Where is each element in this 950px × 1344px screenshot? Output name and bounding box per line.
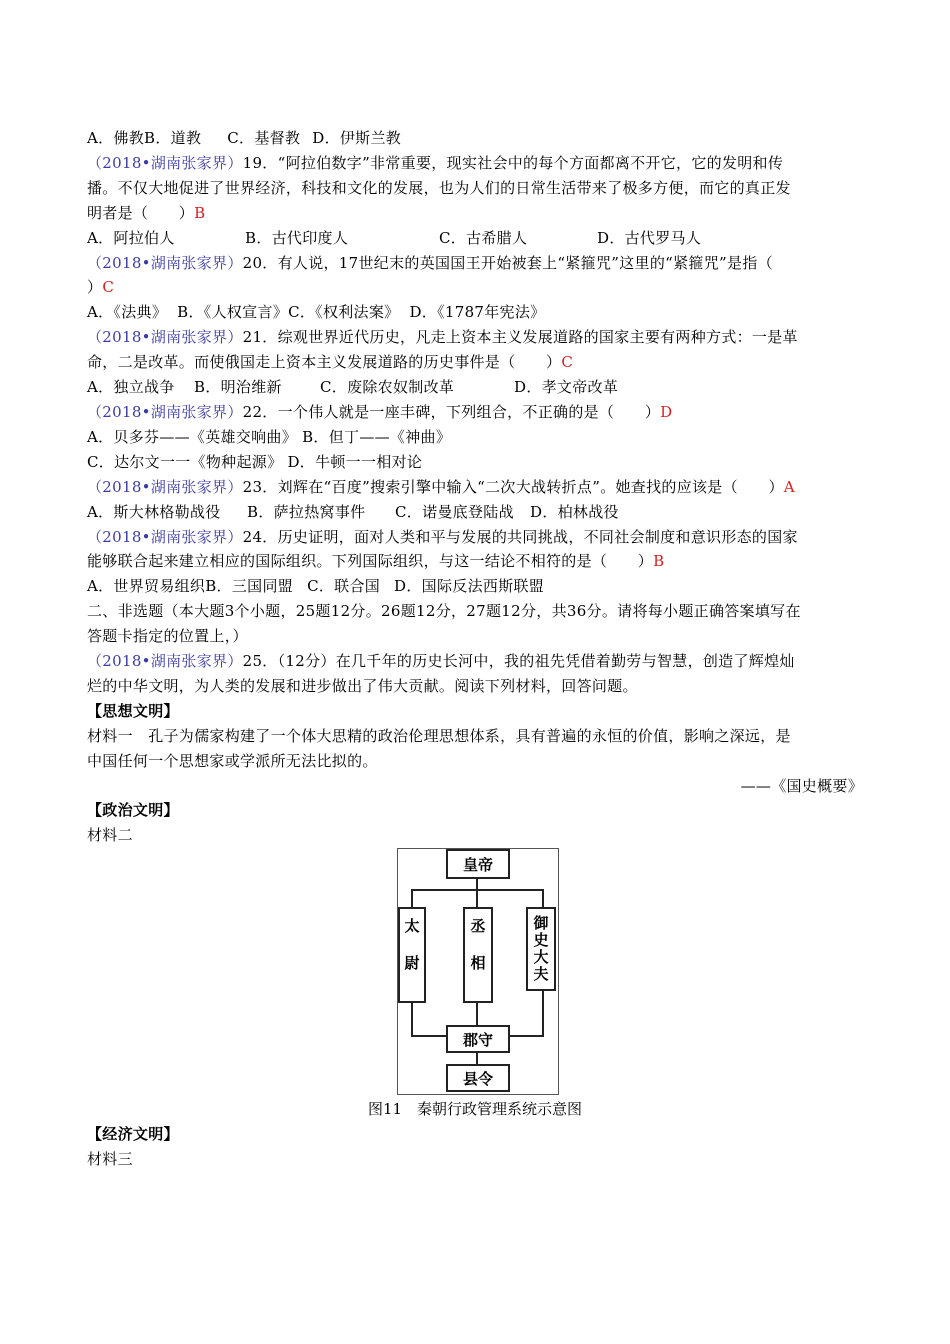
q24-line2: 能够联合起来建立相应的国际组织。下列国际组织，与这一结论不相符的是（ ）B — [87, 552, 665, 571]
q18-option-c: C．基督教 — [227, 129, 301, 147]
economy-heading: 【经济文明】 — [87, 1125, 179, 1143]
q20-answer: C — [102, 278, 115, 297]
yushidafu-box: 御史大夫 — [526, 907, 556, 991]
q21-line2: 命，二是改革。而使俄国走上资本主义发展道路的历史事件是（ ）C — [87, 353, 574, 372]
emperor-box: 皇帝 — [446, 849, 510, 879]
material-two-label: 材料二 — [87, 826, 133, 845]
q24-source: （2018•湖南张家界） — [87, 527, 243, 546]
economy-section — [87, 1122, 179, 1172]
q24-line1: （2018•湖南张家界）24．历史证明，面对人类和平与发展的共同挑战，不同社会制度和意识形态的国家 — [87, 527, 798, 546]
q22-answer: D — [660, 402, 673, 421]
q18-option-d: D．伊斯兰教 — [312, 129, 402, 147]
q20-options: A．《法典》 B．《人权宣言》C．《权利法案》 D．《1787年宪法》 — [87, 303, 546, 322]
figure-caption: 图11 秦朝行政管理系统示意图 — [367, 1100, 583, 1118]
q25-line2: 烂的中华文明，为人类的发展和进步做出了伟大贡献。阅读下列材料，回答问题。 — [87, 676, 638, 695]
material-one-line1: 材料一 孔子为儒家构建了一个体大思精的政治伦理思想体系，具有普遍的永恒的价值，影响之深远，是 — [87, 726, 791, 745]
q23-source: （2018•湖南张家界） — [87, 477, 243, 496]
q24-answer: B — [653, 552, 665, 571]
q22-options-1: A．贝多芬——《英雄交响曲》 B．但丁——《神曲》 — [87, 427, 452, 446]
taiwei-box: 太尉 — [398, 907, 426, 1003]
material-one-line2: 中国任何一个思想家或学派所无法比拟的。 — [87, 751, 378, 770]
politics-heading: 【政治文明】 — [87, 801, 179, 820]
q19-options: A．阿拉伯人 B．古代印度人 C．古希腊人 D．古代罗马人 — [87, 228, 702, 247]
q22-source: （2018•湖南张家界） — [87, 402, 243, 421]
q23-line1: （2018•湖南张家界）23．刘辉在“百度”搜索引擎中输入“二次大战转折点”。她查找的应该是（ ）A — [87, 477, 795, 496]
q20-line2: ）C — [87, 278, 115, 297]
junshou-box: 郡守 — [446, 1025, 510, 1053]
q25-line1: （2018•湖南张家界）25．（12分）在几千年的历史长河中，我的祖先凭借着勤劳与智慧，创造了辉煌灿 — [87, 652, 795, 671]
q18-options — [87, 126, 863, 151]
qin-admin-diagram — [397, 848, 559, 1095]
q21-source: （2018•湖南张家界） — [87, 328, 243, 347]
q20-line1: （2018•湖南张家界）20．有人说，17世纪末的英国国王开始被套上“紧箍咒”这里的“紧箍咒”是指（ — [87, 253, 773, 272]
citation: ——《国史概要》 — [740, 776, 863, 795]
chengxiang-box: 丞相 — [463, 907, 493, 1003]
q19-line3: 明者是（ ）B — [87, 203, 206, 222]
q22-line1: （2018•湖南张家界）22．一个伟人就是一座丰碑，下列组合，不正确的是（ ）D — [87, 402, 673, 421]
section2-line2: 答题卡指定的位置上，） — [87, 627, 248, 646]
xianling-box: 县令 — [446, 1064, 510, 1092]
q23-options: A．斯大林格勒战役 B．萨拉热窝事件 C．诺曼底登陆战 D．柏林战役 — [87, 502, 619, 521]
q21-options: A．独立战争 B．明治维新 C．废除农奴制改革 D．孝文帝改革 — [87, 378, 619, 397]
thought-heading: 【思想文明】 — [87, 701, 179, 720]
q22-options-2: C．达尔文一一《物种起源》 D．牛顿一一相对论 — [87, 452, 423, 471]
q20-source: （2018•湖南张家界） — [87, 253, 243, 272]
q23-answer: A — [783, 477, 795, 496]
q25-source: （2018•湖南张家界） — [87, 652, 243, 671]
q19-answer: B — [194, 203, 206, 222]
material-three-label: 材料三 — [87, 1149, 133, 1168]
section2-line1: 二、非选题（本大题3个小题，25题12分。26题12分，27题12分，共36分。请将每小题正确答案填写在 — [87, 602, 801, 621]
question-page — [87, 126, 863, 848]
q21-line1: （2018•湖南张家界）21．综观世界近代历史，凡走上资本主义发展道路的国家主要有两种方式：一是革 — [87, 328, 798, 347]
q18-option-ab: A．佛教B．道教 — [87, 129, 202, 147]
q19-source: （2018•湖南张家界） — [87, 153, 243, 172]
q19-line1: （2018•湖南张家界）19．“阿拉伯数字”非常重要，现实社会中的每个方面都离不开它，它的发明和传 — [87, 153, 784, 172]
q19-line2: 播。不仅大地促进了世界经济，科技和文化的发展，也为人们的日常生活带来了极多方便，而它的真正发 — [87, 178, 791, 197]
q24-options: A．世界贸易组织B．三国同盟 C．联合国 D．国际反法西斯联盟 — [87, 577, 545, 596]
q21-answer: C — [561, 353, 574, 372]
